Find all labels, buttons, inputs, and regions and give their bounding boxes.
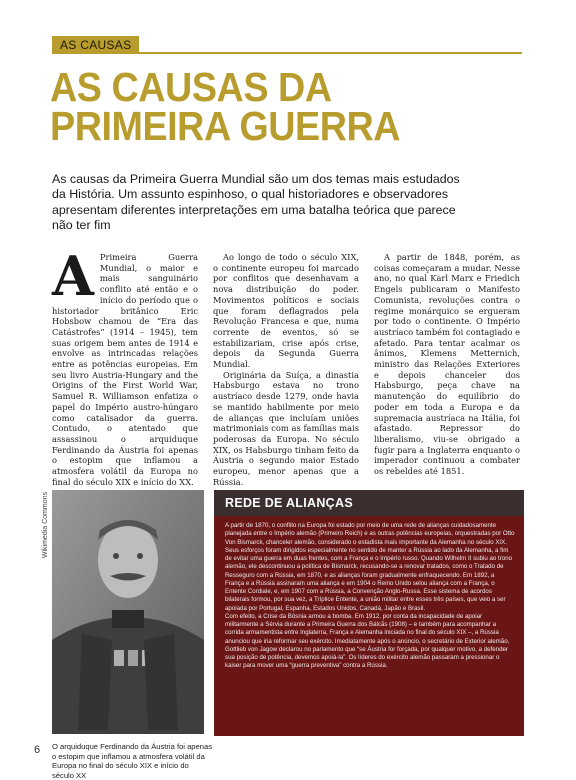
column-3-paragraph: A partir de 1848, porém, as coisas começaram a mudar. Nesse ano, no qual Karl Marx e Friedich Engels publicaram o Manifesto Comunista, revoluções contra o regime monárquico se ergueram por todo o continente. O Império austríaco também foi contagiado e afetado. Para tentar acalmar os ânimos, Klemens Metternich, ministro das Relações Exteriores e depois chanceler dos Habsburgo, peça chave na manutenção do equilíbrio do poder em toda a Europa e da supremacia austríaca na Itália, foi afastado. Repressor do liberalismo, viu-se obrigado a fugir para a Inglaterra enquanto o imperador continuou a combater os rebeldes até 1851. xyxy=(374,252,520,477)
drop-cap: A xyxy=(52,244,94,308)
archduke-photo xyxy=(52,490,204,734)
column-1-text: Primeira Guerra Mundial, o maior e mais sanguinário conflito até então e o início do período que o historiador britânico Eric Hobsbow chamou de “Era das Catástrofes” (1914 – 1945), tem suas origem bem antes de 1914 e envolve as intrincadas relações entre as potências europeias. Em seu livro Austria-Hungary and the Origins of the First World War, Samuel R. Williamson enfatiza o papel do Império austro-húngaro como catalisador da guerra. Contudo, o atentado que assassinou o arquiduque Ferdinando da Áustria foi apenas o estopim que inflamou a atmosfera volátil da Europa no final do século XIX e início do XX. xyxy=(52,252,198,487)
photo-caption: O arquiduque Ferdinando da Áustria foi apenas o estopim que inflamou a atmosfera volátil da Europa no final do século XIX e início do século XX xyxy=(52,742,212,780)
lead-paragraph: As causas da Primeira Guerra Mundial são um dos temas mais estudados da História. Um assunto espinhoso, o qual historiadores e observadores apresentam diferentes interpretações em uma batalha teórica que parece não ter fim xyxy=(52,172,460,233)
article-body xyxy=(52,244,520,487)
alliances-box-header xyxy=(214,490,524,516)
column-3 xyxy=(374,252,520,477)
column-1-paragraph xyxy=(52,244,198,487)
alliances-box-title: REDE DE ALIANÇAS xyxy=(225,496,353,510)
alliances-sidebar-box xyxy=(214,490,524,736)
section-rule xyxy=(52,52,522,54)
page-title xyxy=(50,64,492,149)
column-2 xyxy=(213,252,359,487)
alliances-paragraph-2: Com efeito, a Crise da Bósnia armou a bomba. Em 1912, por conta da incapacidade de apoiar militarmente a Sérvia durante a Primeira Guerra dos Bálcãs (1908) – e também para acompanhar a corrida armamentista entre Inglaterra, França e Alemanha iniciada no final do século XIX –, a Rússia anunciou que iria reformar seu exército. Imediatamente após o anúncio, o secretário de Exterior alemão, Gottlieb von Jagow declarou no parlamento que “se Áustria for forçada, por qualquer motivo, a defender sua posição de potência, devemos apoiá-la”. Os líderes do exército alemão passaram a pressionar o kaiser para mover uma “guerra preventiva” contra a Rússia. xyxy=(225,612,510,670)
section-tag: AS CAUSAS xyxy=(52,36,139,54)
alliances-paragraph-1: A partir de 1870, o conflito na Europa foi estado por meio de uma rede de alianças cuidadosamente planejada entre o Império alemão (Primeiro Reich) e as outras potências europeias, orquestradas por Otto Von Bismarck, chanceler alemão, considerado o estadista mais importante da Alemanha no século XIX. Seus esforços foram dirigidos especialmente no sentido de manter a Rússia ao lado da Alemanha, a fim de evitar uma guerra em duas frentes, com a França e o Império russo. Quando Wilhelm II subiu ao trono alemão, ele descontinuou a política de Bismarck, recusando-se a renovar tratados, como o Tratado de Resseguro com a Rússia, em 1870, e as alianças foram gradualmente enfraquecendo. Em 1892, a França e a Rússia assinaram uma aliança e em 1904 o Reino Unido selou aliança com a França, o Entente Cordiale, e, em 1907 com a Rússia, a Convenção Anglo-Russa. Esse sistema de acordos bilaterais formou, por sua vez, a Tríplice Entente, a união militar entre esses três países, que veio a ser apoiada por Portugal, Espanha, Estados Unidos, Canadá, Japão e Brasil. xyxy=(225,522,515,612)
title-line-1: AS CAUSAS DA xyxy=(50,64,332,110)
archduke-portrait-image xyxy=(52,490,204,734)
title-line-2: PRIMEIRA GUERRA xyxy=(50,103,401,149)
column-1 xyxy=(52,244,198,487)
alliances-box-text xyxy=(225,522,515,671)
column-2-paragraph-1: Ao longo de todo o século XIX, o continente europeu foi marcado por conflitos que desenhavam a nova distribuição do poder. Movimentos políticos e sociais que foram deflagrados pela Revolução Francesa e que, numa corrente de eventos, só se estabilizariam, crise após crise, depois da Segunda Guerra Mundial. xyxy=(213,252,359,370)
page-number: 6 xyxy=(34,744,41,756)
photo-credit: Wikimedia Commons xyxy=(42,492,49,559)
column-2-paragraph-2: Originária da Suíça, a dinastia Habsburgo estava no trono austríaco desde 1279, onde havia se mantido habilmente por meio de alianças que incluíam uniões matrimoniais com as famílias mais poderosas da Europa. No século XIX, os Habsburgo tinham feito da Áustria o segundo maior Estado europeu, menor apenas que a Rússia. xyxy=(213,369,359,487)
